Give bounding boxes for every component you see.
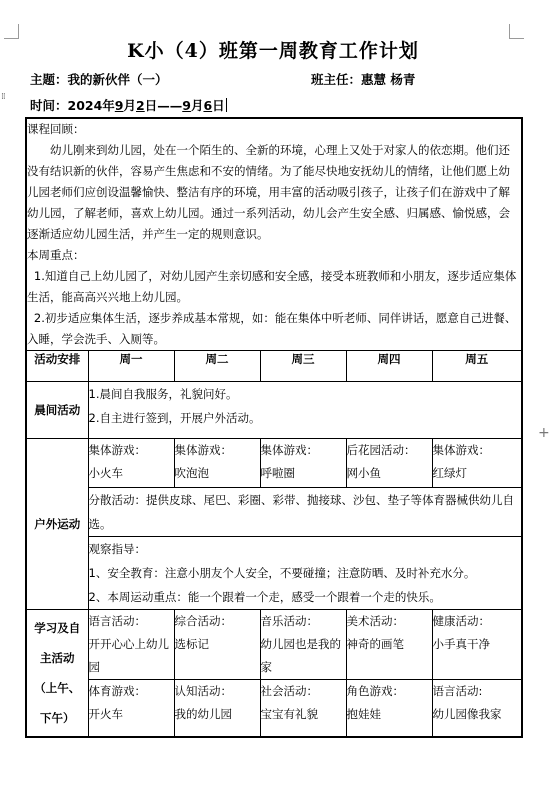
study-cell <box>432 610 522 680</box>
date-day-end: 6 <box>203 98 213 113</box>
outdoor-game-cell <box>432 439 522 488</box>
page-title: K小（4）班第一周教育工作计划 <box>127 40 419 62</box>
outdoor-game-cell <box>88 439 174 488</box>
outdoor-game-cell <box>260 439 346 488</box>
header-activity: 活动安排 <box>26 351 88 382</box>
game-name: 小火车 <box>88 466 123 480</box>
outdoor-game-cell <box>174 439 260 488</box>
guide-label: 观察指导： <box>88 542 146 556</box>
study-cell <box>88 610 174 680</box>
study-name: 神奇的画笔 <box>346 637 404 651</box>
morning-line-2: 2.自主进行签到，开展户外活动。 <box>88 411 261 425</box>
game-name: 吹泡泡 <box>174 466 209 480</box>
study-type: 音乐活动： <box>260 614 318 628</box>
game-type: 集体游戏： <box>174 443 232 457</box>
study-type: 美术活动： <box>346 614 404 628</box>
header-day: 周五 <box>432 351 522 382</box>
outdoor-game-cell <box>346 439 432 488</box>
date-unit: 月 <box>123 98 137 113</box>
date-month-end: 9 <box>182 98 191 113</box>
study-name: 开开心心上幼儿园 <box>88 637 169 674</box>
review-text: 幼儿刚来到幼儿园，处在一个陌生的、全新的环境，心理上又处于对家人的依恋期。他们还没有结识新的伙伴，容易产生焦虑和不安的情绪。为了能尽快地安抚幼儿的情绪，让他们愿上幼儿园老师们应创设温馨愉快、整洁有序的环境，用丰富的活动吸引孩子，让孩子们在游戏中了解幼儿园，了解老师，喜欢上幼儿园。通过一系列活动，幼儿会产生安全感、归属感、愉悦感，会逐渐适应幼儿园生活，并产生一定的规则意识。 <box>27 143 510 241</box>
date-unit: 日 <box>212 98 225 113</box>
study-name: 开火车 <box>88 707 123 721</box>
study-type: 社会活动： <box>260 684 318 698</box>
header-day: 周三 <box>260 351 346 382</box>
study-name: 小手真干净 <box>432 637 490 651</box>
study-cell <box>260 680 346 738</box>
study-cell <box>432 680 522 738</box>
study-cell <box>346 680 432 738</box>
game-type: 后花园活动： <box>346 443 416 457</box>
guide-item-1: 1、安全教育：注意小朋友个人安全，不要碰撞；注意防晒、及时补充水分。 <box>88 566 476 580</box>
focus-item-1: 1.知道自己上幼儿园了，对幼儿园产生亲切感和安全感，接受本班教师和小朋友，逐步适应集体生活，能高高兴兴地上幼儿园。 <box>27 269 517 304</box>
study-name: 幼儿园像我家 <box>432 707 502 721</box>
morning-line-1: 1.晨间自我服务，礼貌问好。 <box>88 387 238 401</box>
study-type: 认知活动： <box>174 684 232 698</box>
game-name: 网小鱼 <box>346 466 381 480</box>
scattered-activity: 分散活动：提供皮球、尾巴、彩圈、彩带、抛接球、沙包、垫子等体育器械供幼儿自选。 <box>88 488 522 537</box>
review-label: 课程回顾： <box>27 122 85 136</box>
study-name: 抱娃娃 <box>346 707 381 721</box>
game-name: 呼啦圈 <box>260 466 295 480</box>
focus-label: 本周重点： <box>27 248 85 262</box>
plan-table <box>25 117 523 738</box>
study-cell <box>346 610 432 680</box>
morning-label: 晨间活动 <box>26 382 88 439</box>
game-name: 红绿灯 <box>432 466 467 480</box>
study-cell <box>88 680 174 738</box>
date-month-start: 9 <box>114 98 124 113</box>
study-type: 健康活动： <box>432 614 490 628</box>
date-prefix: 时间：2024年 <box>30 98 115 113</box>
study-name: 幼儿园也是我的家 <box>260 637 341 674</box>
outdoor-label: 户外运动 <box>26 439 88 610</box>
table-move-handle-icon[interactable]: ⁞⁞ <box>1 92 5 102</box>
theme-line: 主题：我的新伙伴（一） <box>30 72 168 87</box>
header-day: 周四 <box>346 351 432 382</box>
focus-item-2: 2.初步适应集体生活，逐步养成基本常规，如：能在集体中听老师、同伴讲话，愿意自己进餐、入睡，学会洗手、入厕等。 <box>27 311 517 346</box>
study-cell <box>174 610 260 680</box>
date-unit: 月 <box>190 98 204 113</box>
morning-content <box>88 382 522 439</box>
date-line[interactable] <box>30 96 227 114</box>
text-cursor <box>226 98 227 112</box>
study-label-line: 下午） <box>40 711 75 725</box>
game-type: 集体游戏： <box>260 443 318 457</box>
game-type: 集体游戏： <box>88 443 146 457</box>
study-label-line: 主活动 <box>40 651 75 665</box>
study-type: 语言活动： <box>88 614 146 628</box>
study-label-line: （上午、 <box>34 681 81 695</box>
study-name: 我的幼儿园 <box>174 707 232 721</box>
study-label-line: 学习及自 <box>34 621 81 635</box>
study-cell <box>174 680 260 738</box>
add-column-icon[interactable]: + <box>538 425 550 441</box>
date-unit: 日—— <box>144 98 183 113</box>
study-label <box>26 610 88 738</box>
intro-cell <box>26 118 522 351</box>
study-cell <box>260 610 346 680</box>
game-type: 集体游戏： <box>432 443 490 457</box>
header-day: 周一 <box>88 351 174 382</box>
study-type: 角色游戏： <box>346 684 404 698</box>
study-type: 语言活动: <box>432 684 483 698</box>
study-name: 宝宝有礼貌 <box>260 707 318 721</box>
guide-item-2: 2、本周运动重点：能一个跟着一个走，感受一个跟着一个走的快乐。 <box>88 590 441 604</box>
study-type: 体育游戏： <box>88 684 146 698</box>
teacher-line: 班主任：惠慧 杨青 <box>311 72 416 87</box>
observation-guide <box>88 537 522 610</box>
header-day: 周二 <box>174 351 260 382</box>
study-name: 选标记 <box>174 637 209 651</box>
date-day-start: 2 <box>136 98 145 113</box>
study-type: 综合活动： <box>174 614 232 628</box>
